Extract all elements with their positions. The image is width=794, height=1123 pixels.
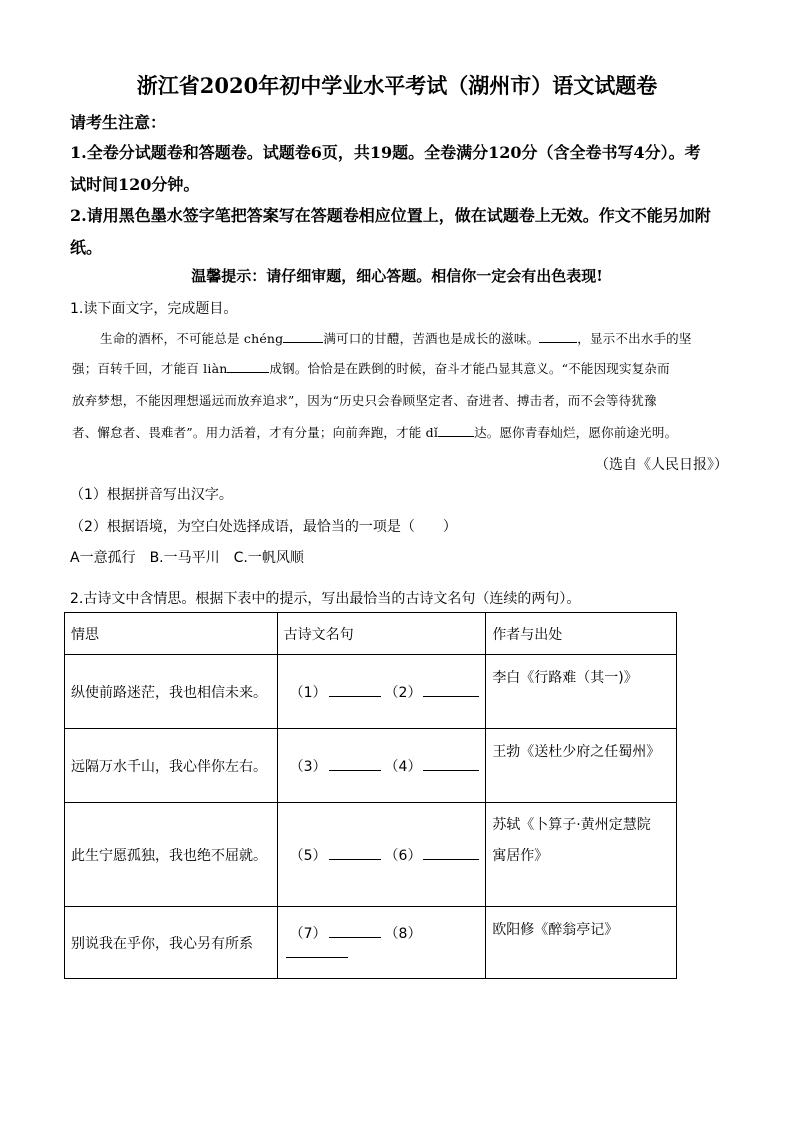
blank-number: （7）	[289, 926, 327, 942]
exam-title: 浙江省2020年初中学业水平考试（湖州市）语文试题卷	[136, 73, 658, 98]
question-1-sub-1: （1）根据拼音写出汉字。	[70, 487, 233, 503]
passage-line-4	[72, 423, 677, 441]
notice-item-1-line-2: 试时间120分钟。	[70, 175, 200, 194]
poem-table	[64, 612, 677, 979]
blank-number: （5）	[289, 847, 327, 864]
source-cell	[486, 803, 677, 907]
passage-text: 成钢。恰恰是在跌倒的时候，奋斗才能凸显其意义。“不能因现实复杂而	[269, 361, 670, 376]
emotion-cell: 远隔万水千山，我心伴你左右。	[65, 729, 278, 803]
blank-number: （4）	[384, 758, 422, 775]
passage-text: 满可口的甘醴，苦酒也是成长的滋味。	[323, 331, 540, 346]
blank-number: （1）	[289, 684, 327, 701]
table-row	[65, 729, 677, 803]
verse-cell	[277, 907, 486, 979]
answer-blank[interactable]	[423, 845, 479, 860]
header-emotion: 情思	[65, 613, 278, 655]
passage-text: 强；百转千回，才能百 liàn	[72, 361, 228, 376]
verse-cell	[277, 729, 486, 803]
answer-blank[interactable]	[423, 756, 479, 771]
table-row	[65, 803, 677, 907]
blank-number: （6）	[384, 847, 422, 864]
notice-heading: 请考生注意：	[70, 113, 167, 132]
verse-cell	[277, 803, 486, 907]
answer-blank[interactable]	[329, 682, 381, 697]
pinyin-blank-2[interactable]	[227, 360, 269, 373]
passage-line-3: 放弃梦想，不能因理想遥远而放弃追求”，因为“历史只会眷顾坚定者、奋进者、搏击者，而不会等待犹豫	[72, 393, 657, 408]
emotion-cell: 别说我在乎你，我心另有所系	[65, 907, 278, 979]
emotion-cell: 此生宁愿孤独，我也绝不屈就。	[65, 803, 278, 907]
question-1-prompt: 1.读下面文字，完成题目。	[70, 301, 238, 317]
header-source: 作者与出处	[486, 613, 677, 655]
passage-line-2	[72, 359, 670, 377]
question-1-options: A一意孤行 B.一马平川 C.一帆风顺	[70, 550, 304, 566]
pinyin-blank-3[interactable]	[438, 424, 474, 437]
passage-text: 达。愿你青春灿烂，愿你前途光明。	[474, 425, 678, 440]
table-row	[65, 655, 677, 729]
passage-text: 生命的酒杯，不可能总是 chéng	[100, 331, 284, 346]
notice-item-2-line-1: 2.请用黑色墨水签字笔把答案写在答题卷相应位置上，做在试题卷上无效。作文不能另加附	[70, 206, 711, 225]
source-text: 寓居作》	[492, 848, 549, 864]
notice-item-1-line-1: 1.全卷分试题卷和答题卷。试题卷6页，共19题。全卷满分120分（含全卷书写4分）。考	[70, 143, 701, 162]
answer-blank[interactable]	[286, 943, 348, 958]
answer-blank[interactable]	[329, 923, 381, 938]
answer-blank[interactable]	[423, 682, 479, 697]
question-1-sub-2: （2）根据语境，为空白处选择成语，最恰当的一项是（ ）	[70, 519, 457, 535]
passage-text: ，显示不出水手的坚	[577, 331, 692, 346]
blank-number: （3）	[289, 758, 327, 775]
passage-source: （选自《人民日报》）	[595, 457, 728, 473]
passage-line-1	[100, 329, 692, 347]
blank-number: （2）	[384, 684, 422, 701]
source-text: 王勃《送杜少府之任蜀州》	[492, 744, 661, 760]
source-text: 李白《行路难（其一)》	[492, 670, 638, 686]
warm-tip: 温馨提示：请仔细审题，细心答题。相信你一定会有出色表现!	[191, 267, 603, 285]
idiom-blank[interactable]	[539, 330, 577, 343]
blank-number: （8）	[384, 926, 422, 942]
answer-blank[interactable]	[329, 845, 381, 860]
source-cell	[486, 907, 677, 979]
pinyin-blank-1[interactable]	[283, 330, 323, 343]
source-text: 苏轼《卜算子·黄州定慧院	[492, 817, 651, 833]
header-verse: 古诗文名句	[277, 613, 486, 655]
source-text: 欧阳修《醉翁亭记》	[492, 922, 619, 938]
answer-blank[interactable]	[329, 756, 381, 771]
emotion-cell: 纵使前路迷茫，我也相信未来。	[65, 655, 278, 729]
question-2-prompt: 2.古诗文中含情思。根据下表中的提示，写出最恰当的古诗文名句（连续的两句）。	[70, 591, 581, 607]
verse-cell	[277, 655, 486, 729]
table-header-row	[65, 613, 677, 655]
table-row	[65, 907, 677, 979]
passage-text: 者、懈怠者、畏难者”。用力活着，才有分量；向前奔跑，才能 dǐ	[72, 425, 439, 440]
notice-item-2-line-2: 纸。	[70, 238, 103, 257]
source-cell	[486, 729, 677, 803]
source-cell	[486, 655, 677, 729]
